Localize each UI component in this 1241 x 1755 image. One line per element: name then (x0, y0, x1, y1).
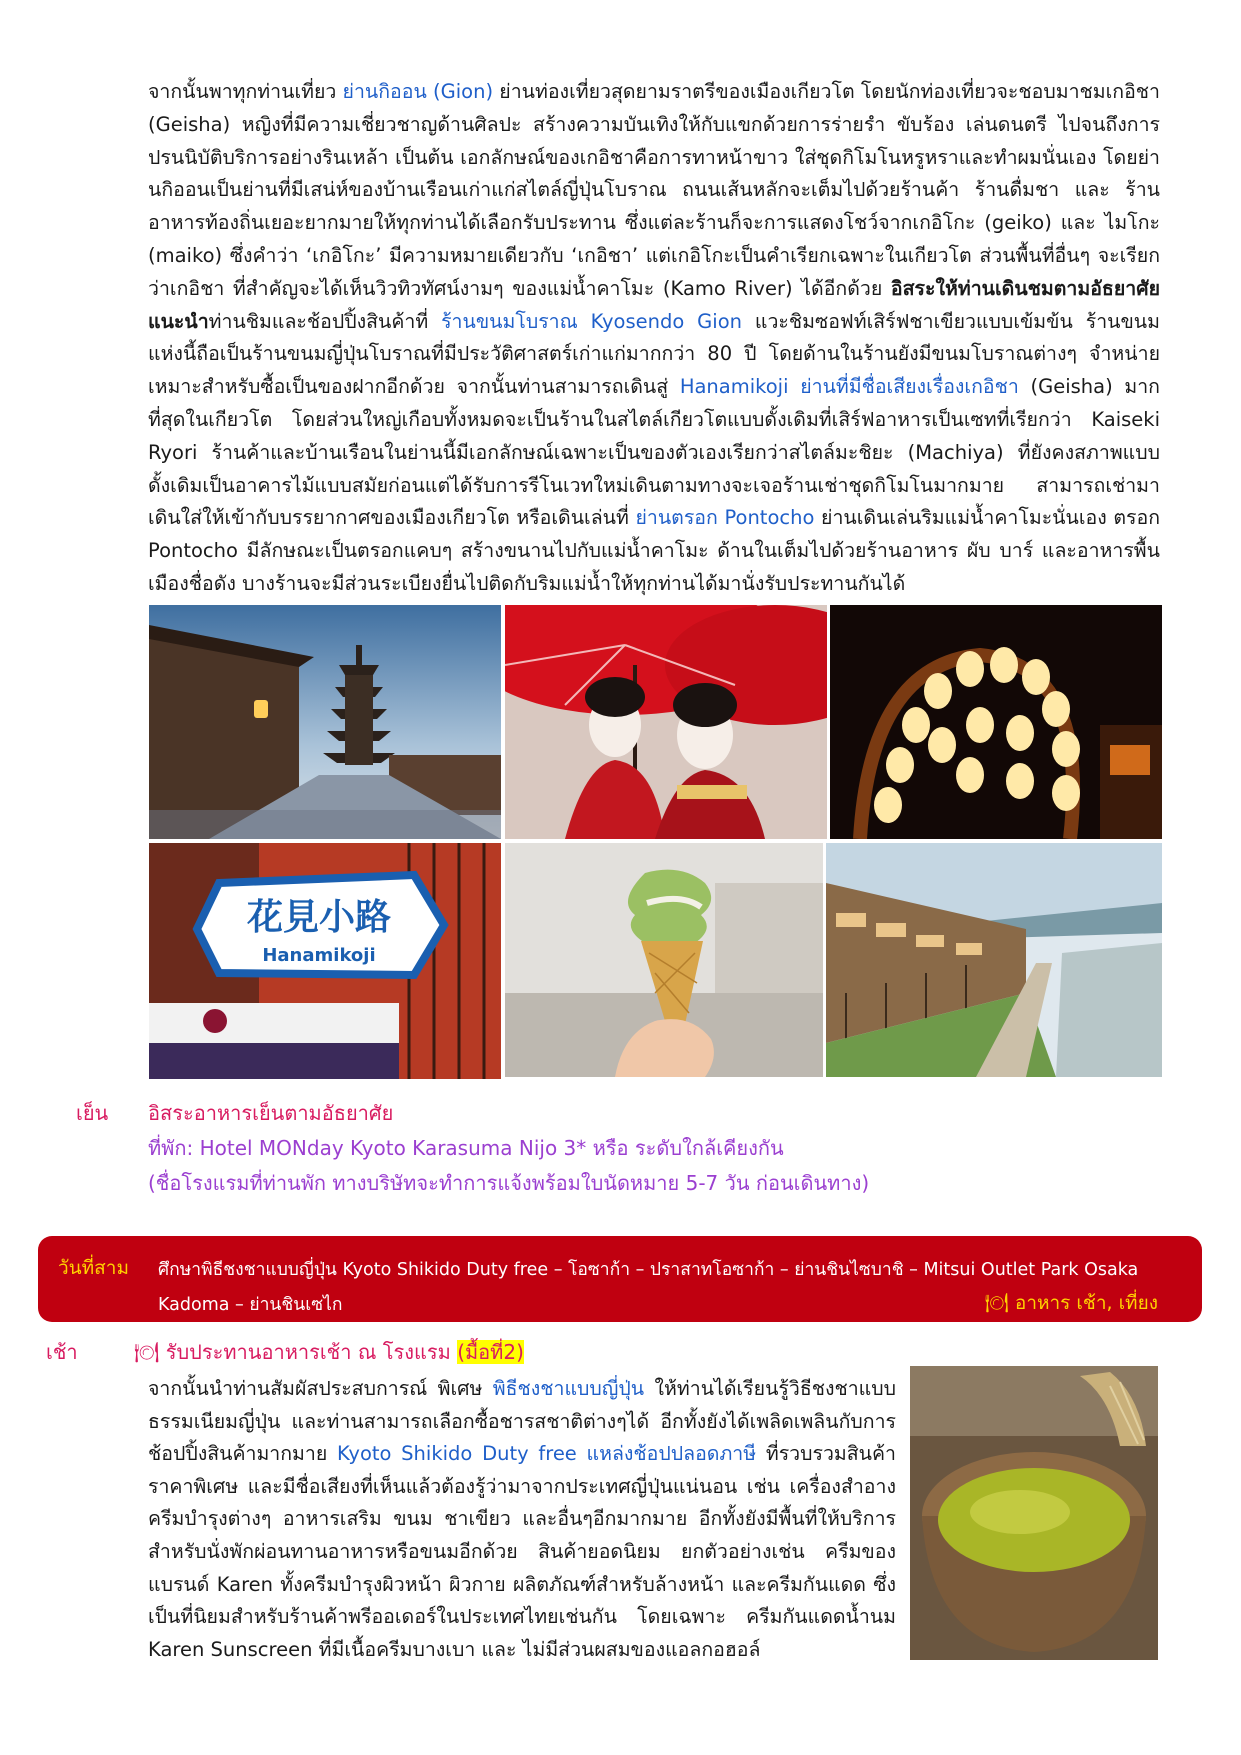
evening-label: เย็น (76, 1101, 109, 1125)
photo-pontocho-river (826, 843, 1162, 1077)
intro-text-5: (Geisha) มากที่สุดในเกียวโต โดยส่วนใหญ่เกือบทั้งหมดจะเป็นร้านในสไตล์เกียวโตแบบดั้งเดิมที่เสิร์ฟอาหารเป็นเซทที่เรียกว่า Kaiseki Ryori ร้านค้าและบ้านเรือนในย่านนี้มีเอกลักษณ์เฉพาะเป็นของตัวเองเรียกว่าสไตล์มะชิยะ (Machiya) ที่ยังคงสภาพแบบดั้งเดิมเป็นอาคารไม้แบบสมัยก่อนแต่ได้รับการรีโนเวทใหม่เดินตามทางจะเจอร้านเช่าชุดกิโมโนมากมาย สามารถเช่ามาเดินใส่ให้เข้ากับบรรยากาศของเมืองเกียวโต หรือเดินเล่นที่ (148, 375, 1160, 530)
kyosendo-link[interactable]: ร้านขนมโบราณ Kyosendo Gion (441, 309, 742, 333)
photo-matcha-bowl (910, 1366, 1158, 1660)
morning-breakfast (134, 1336, 524, 1368)
pontocho-link[interactable]: ย่านตรอก Pontocho (635, 506, 815, 530)
intro-text-6: ย่านเดินเล่นริมแม่น้ำคาโมะนั่นเอง ตรอก Pontocho มีลักษณะเป็นตรอกแคบๆ สร้างขนานไปกับแม่น้ำคาโมะ ด้านในเต็มไปด้วยร้านอาหาร ผับ บาร์ และอาหารพื้นเมืองชื่อดัง บางร้านจะมีส่วนระเบียงยื่นไปติดกับริมแม่น้ำให้ทุกท่านได้มานั่งรับประทานกันได้ (148, 506, 1161, 595)
day3-banner (38, 1236, 1202, 1322)
hanamikoji-link[interactable]: Hanamikoji ย่านที่มีชื่อเสียงเรื่องเกอิชา (679, 375, 1019, 399)
morning-text-3: ที่รวบรวมสินค้าราคาพิเศษ และมีชื่อเสียงที่เห็นแล้วต้องรู้ว่ามาจากประเทศญี่ปุ่นแน่นอน เช่น เครื่องสำอาง ครีมบำรุงต่างๆ อาหารเสริม ขนม ชาเขียว และอื่นๆอีกมากมาย อีกทั้งยังมีพื้นที่ให้บริการสำหรับนั่งพักผ่อนทานอาหารหรือขนมอีกด้วย สินค้ายอดนิยม ยกตัวอย่างเช่น ครีมของแบรนด์ Karen ทั้งครีมบำรุงผิวหน้า ผิวกาย ผลิตภัณฑ์สำหรับล้างหน้า และครีมกันแดด ซึ่งเป็นที่นิยมสำหรับร้านค้าพรีออเดอร์ในประเทศไทยเช่นกัน โดยเฉพาะ ครีมกันแดดน้ำนม Karen Sunscreen ที่มีเนื้อครีมบางเบา และ ไม่มีส่วนผสมของแอลกอฮอล์ (148, 1442, 897, 1661)
shikido-duty-free-link[interactable]: Kyoto Shikido Duty free แหล่งช้อปปลอดภาษี (337, 1442, 757, 1466)
photo-lanterns (830, 605, 1162, 839)
photo-hanamikoji-sign (149, 843, 501, 1079)
evening-dinner: อิสระอาหารเย็นตามอัธยาศัย (148, 1101, 394, 1125)
intro-text-2: ย่านท่องเที่ยวสุดยามราตรีของเมืองเกียวโต โดยนักท่องเที่ยวจะชอบมาชมเกอิชา (Geisha) หญิงที่มีความเชี่ยวชาญด้านศิลปะ สร้างความบันเทิงให้กับแขกด้วยการร่ายรำ ขับร้อง เล่นดนตรี ไปจนถึงการปรนนิบัติบริการอย่างรินเหล้า เป็นต้น เอกลักษณ์ของเกอิชาคือการทาหน้าขาว ใส่ชุดกิโมโนหรูหราและทำผมนั่นเอง โดยย่านกิออนเป็นย่านที่มีเสน่ห์ของบ้านเรือนเก่าแก่สไตล์ญี่ปุ่นโบราณ ถนนเส้นหลักจะเต็มไปด้วยร้านค้า ร้านดื่มชา และ ร้านอาหารท้องถิ่นเยอะยากมายให้ทุกท่านได้เลือกรับประทาน ซึ่งแต่ละร้านก็จะการแสดงโชว์จากเกอิโกะ (geiko) และ ไมโกะ (maiko) ซึ่งคำว่า ‘เกอิโกะ’ มีความหมายเดียวกับ ‘เกอิชา’ แต่เกอิโกะเป็นคำเรียกเฉพาะในเกียวโต ส่วนพื้นที่อื่นๆ จะเรียกว่าเกอิชา ที่สำคัญจะได้เห็นวิวทิวทัศน์งามๆ ของแม่น้ำคาโมะ (Kamo River) ได้อีกด้วย (148, 80, 1160, 300)
intro-bold-1: อิสระให้ท่านเดินชมตามอัธยาศัย แนะนำ (148, 276, 1160, 333)
morning-text-1: จากนั้นนำท่านสัมผัสประสบการณ์ พิเศษ (148, 1377, 493, 1400)
intro-text-3: ท่านชิมและช้อปปิ้งสินค้าที่ (208, 309, 442, 333)
intro-paragraph (148, 76, 1160, 601)
morning-text-2: ให้ท่านได้เรียนรู้วิธีชงชาแบบธรรมเนียมญี่ปุ่น และท่านสามารถเลือกซื้อชารสชาติต่างๆได้ อีกทั้งยังได้เพลิดเพลินกับการช้อปปิ้งสินค้ามากมาย (148, 1377, 896, 1466)
breakfast-text: 🍽 รับประทานอาหารเช้า ณ โรงแรม (134, 1340, 458, 1364)
photo-matcha-softserve (505, 843, 823, 1077)
day3-label: วันที่สาม (58, 1257, 129, 1279)
day3-meals: 🍽 อาหาร เช้า, เที่ยง (984, 1292, 1158, 1314)
photo-yasaka-pagoda (149, 605, 501, 839)
intro-text-1: จากนั้นพาทุกท่านเที่ยว (148, 80, 343, 103)
evening-hotel-note: (ชื่อโรงแรมที่ท่านพัก ทางบริษัทจะทำการแจ้งพร้อมใบนัดหมาย 5-7 วัน ก่อนเดินทาง) (148, 1171, 870, 1195)
sign-kanji: 花見小路 (246, 897, 392, 938)
meal-number-badge: (มื้อที่2) (457, 1340, 524, 1364)
sign-roman: Hanamikoji (262, 945, 376, 966)
intro-text-4: แวะชิมซอฟท์เสิร์ฟชาเขียวแบบเข้มข้น ร้านขนมแห่งนี้ถือเป็นร้านขนมญี่ปุ่นโบราณที่มีประวัติศาสตร์เก่าแก่มากกว่า 80 ปี โดยด้านในร้านยังมีขนมโบราณต่างๆ จำหน่าย เหมาะสำหรับซื้อเป็นของฝากอีกด้วย จากนั้นท่านสามารถเดินสู่ (148, 309, 1160, 399)
evening-hotel: ที่พัก: Hotel MONday Kyoto Karasuma Nijo 3* หรือ ระดับใกล้เคียงกัน (148, 1136, 784, 1160)
day3-route: ศึกษาพิธีชงชาแบบญี่ปุ่น Kyoto Shikido Duty free – โอซาก้า – ปราสาทโอซาก้า – ย่านชินไซบาชิ – Mitsui Outlet Park Osaka Kadoma – ย่านชินเซไก (158, 1260, 1139, 1315)
morning-paragraph (148, 1373, 896, 1666)
photo-maiko-umbrella (505, 605, 827, 839)
tea-ceremony-link[interactable]: พิธีชงชาแบบญี่ปุ่น (492, 1377, 645, 1400)
gion-link[interactable]: ย่านกิออน (Gion) (342, 80, 494, 103)
morning-label: เช้า (46, 1340, 78, 1364)
